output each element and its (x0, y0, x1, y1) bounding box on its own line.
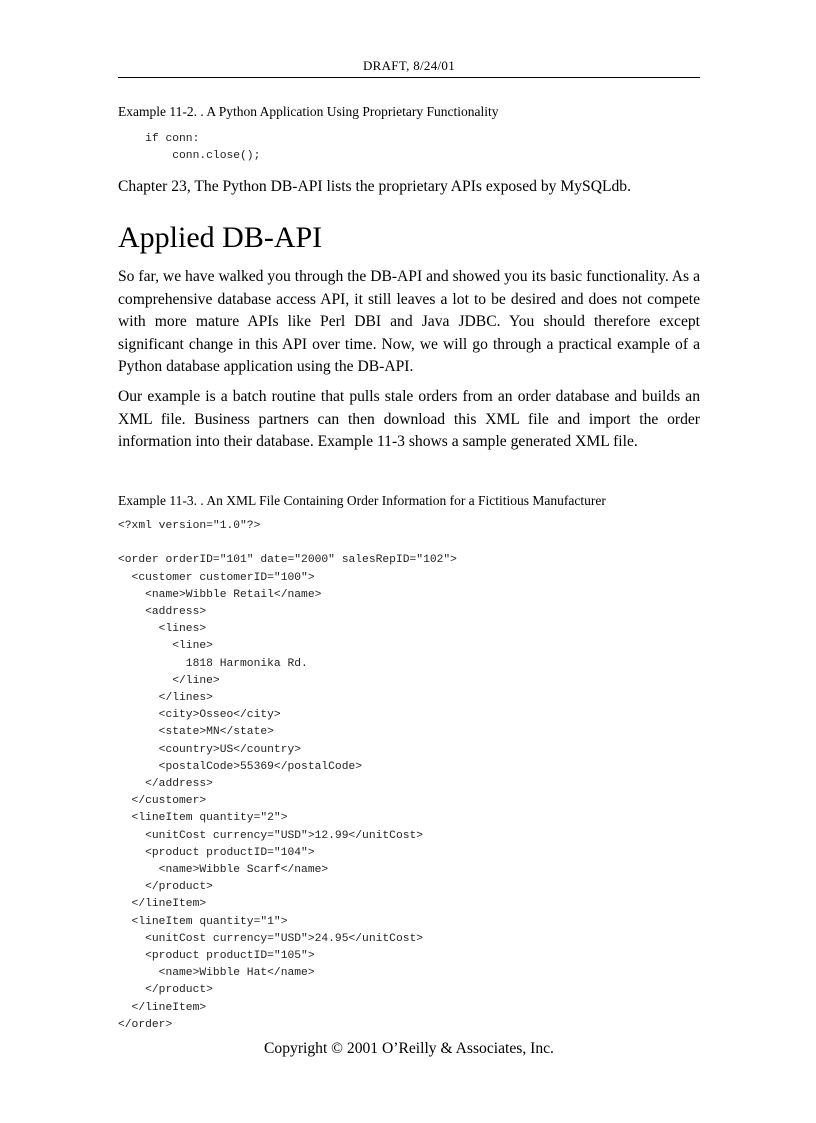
header-rule (118, 77, 700, 78)
intro-paragraph: So far, we have walked you through the DB-API and showed you its basic functionality. As a comprehensive database access API, it still leaves a lot to be desired and does not compete with more mature APIs like Perl DBI and Java JDBC. You should therefore except significant change in this API over time. Now, we will go through a practical example of a Python database application using the DB-API. (118, 268, 700, 376)
example-11-3-caption: Example 11-3. . An XML File Containing Order Information for a Fictitious Manufacturer (118, 493, 606, 508)
example-11-2-code: if conn: conn.close(); (145, 133, 261, 163)
example-11-2-caption: Example 11-2. . A Python Application Using Proprietary Functionality (118, 104, 499, 119)
page-header: DRAFT, 8/24/01 (362, 58, 456, 73)
proprietary-apis-paragraph: Chapter 23, The Python DB-API lists the proprietary APIs exposed by MySQLdb. (118, 178, 631, 195)
section-title: Applied DB-API (118, 221, 323, 254)
example-description-paragraph: Our example is a batch routine that pulls stale orders from an order database and builds an XML file. Business partners can then download this XML file and import the order information into their database. Example 11-3 shows a sample generated XML file. (118, 388, 700, 451)
page-footer: Copyright © 2001 O’Reilly & Associates, Inc. (264, 1040, 554, 1057)
example-11-3-code: <?xml version="1.0"?> <order orderID="101" date="2000" salesRepID="102"> <customer customerID="100"> <name>Wibble Retail</name> <address> <lines> <line> 1818 Harmonika Rd. </line> </lines> <city>Osseo</city> <state>MN</state> <country>US</country> <postalCode>55369</postalCode> </address> </customer> <lineItem quantity="2"> <unitCost currency="USD">12.99</unitCost> <product productID="104"> <name>Wibble Scarf</name> </product> </lineItem> <lineItem quantity="1"> <unitCost currency="USD">24.95</unitCost> <product productID="105"> <name>Wibble Hat</name> </product> </lineItem> </order> (118, 520, 457, 1031)
